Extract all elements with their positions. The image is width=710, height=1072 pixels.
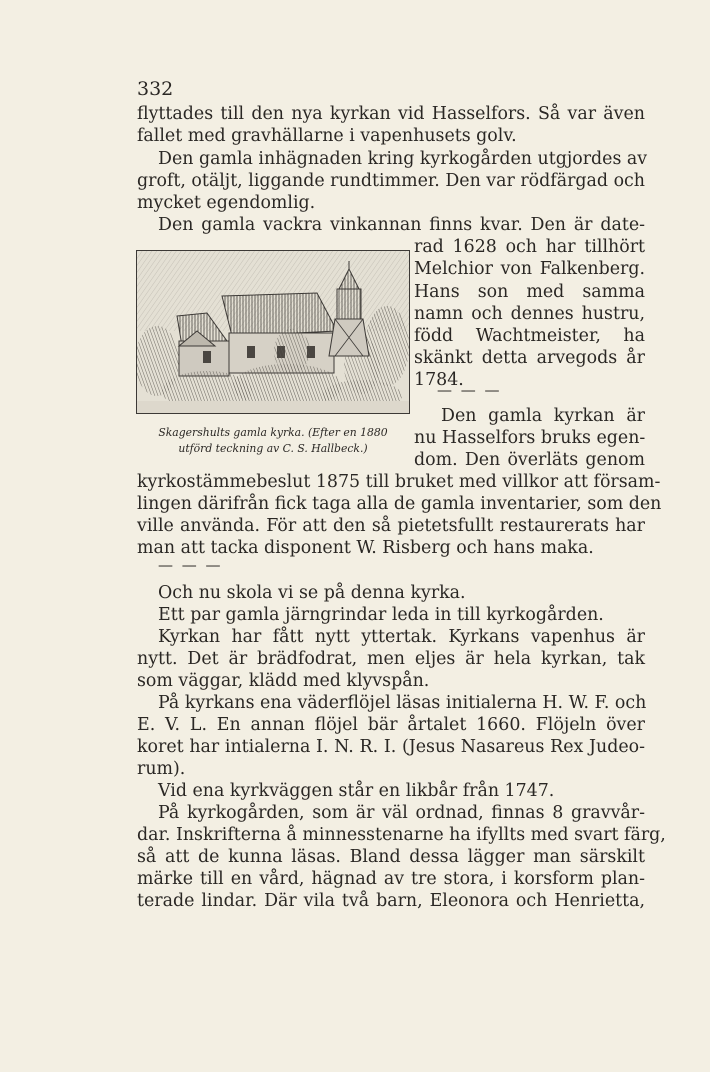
text-line: mycket egendomlig. [137, 193, 316, 213]
text-line: man att tacka disponent W. Risberg och hans maka. [137, 538, 594, 558]
text-line: På kyrkogården, som är väl ordnad, finnas 8 gravvår- [158, 803, 645, 823]
text-line: koret har intialerna I. N. R. I. (Jesus Nasareus Rex Judeo- [137, 737, 645, 757]
figure-caption-line: Skagershults gamla kyrka. (Efter en 1880 [158, 426, 388, 439]
text-line: kyrkostämmebeslut 1875 till bruket med villkor att försam- [137, 472, 661, 492]
church-illustration [136, 250, 410, 414]
text-line: terade lindar. Där vila två barn, Eleonora och Henrietta, [137, 891, 645, 911]
text-line: Den gamla vackra vinkannan finns kvar. Den är date- [158, 215, 645, 235]
text-line: dar. Inskrifterna å minnesstenarne ha ifyllts med svart färg, [137, 825, 666, 845]
text-line: född Wachtmeister, ha [414, 326, 645, 346]
text-line: Melchior von Falkenberg. [414, 259, 645, 279]
text-line: Ett par gamla järngrindar leda in till kyrkogården. [158, 605, 604, 625]
text-line: Den gamla kyrkan är [441, 406, 645, 426]
page-number: 332 [137, 78, 174, 100]
figure-caption-line: utförd teckning av C. S. Hallbeck.) [178, 442, 368, 455]
text-line: så att de kunna läsas. Bland dessa lägger man särskilt [137, 847, 645, 867]
text-line: Hans son med samma [414, 282, 645, 302]
text-line: namn och dennes hustru, [414, 304, 645, 324]
text-line: groft, otäljt, liggande rundtimmer. Den var rödfärgad och [137, 171, 645, 191]
text-line: nu Hasselfors bruks egen- [414, 428, 646, 448]
text-line: märke till en vård, hägnad av tre stora, i korsform plan- [137, 869, 645, 889]
text-line: nytt. Det är brädfodrat, men eljes är hela kyrkan, tak [137, 649, 645, 669]
text-line: Kyrkan har fått nytt yttertak. Kyrkans vapenhus är [158, 627, 645, 647]
text-line: flyttades till den nya kyrkan vid Hasselfors. Så var även [137, 104, 645, 124]
section-divider: — — — [437, 381, 502, 399]
text-line: rad 1628 och har tillhört [414, 237, 645, 257]
text-line: 1784. [414, 370, 464, 390]
text-line: Den gamla inhägnaden kring kyrkogården utgjordes av [158, 149, 648, 169]
text-line: fallet med gravhällarne i vapenhusets golv. [137, 126, 517, 146]
text-line: dom. Den överläts genom [414, 450, 645, 470]
text-line: Och nu skola vi se på denna kyrka. [158, 583, 466, 603]
text-line: rum). [137, 759, 186, 779]
text-line: lingen därifrån fick taga alla de gamla inventarier, som den [137, 494, 662, 514]
text-line: E. V. L. En annan flöjel bär årtalet 1660. Flöjeln över [137, 715, 645, 735]
text-line: som väggar, klädd med klyvspån. [137, 671, 430, 691]
text-line: ville använda. För att den så pietetsfullt restaurerats har [137, 516, 645, 536]
text-line: Vid ena kyrkväggen står en likbår från 1747. [158, 781, 555, 801]
church-drawing [137, 251, 409, 413]
text-line: skänkt detta arvegods år [414, 348, 645, 368]
text-line: På kyrkans ena väderflöjel läsas initialerna H. W. F. och [158, 693, 647, 713]
section-divider: — — — [158, 556, 223, 574]
